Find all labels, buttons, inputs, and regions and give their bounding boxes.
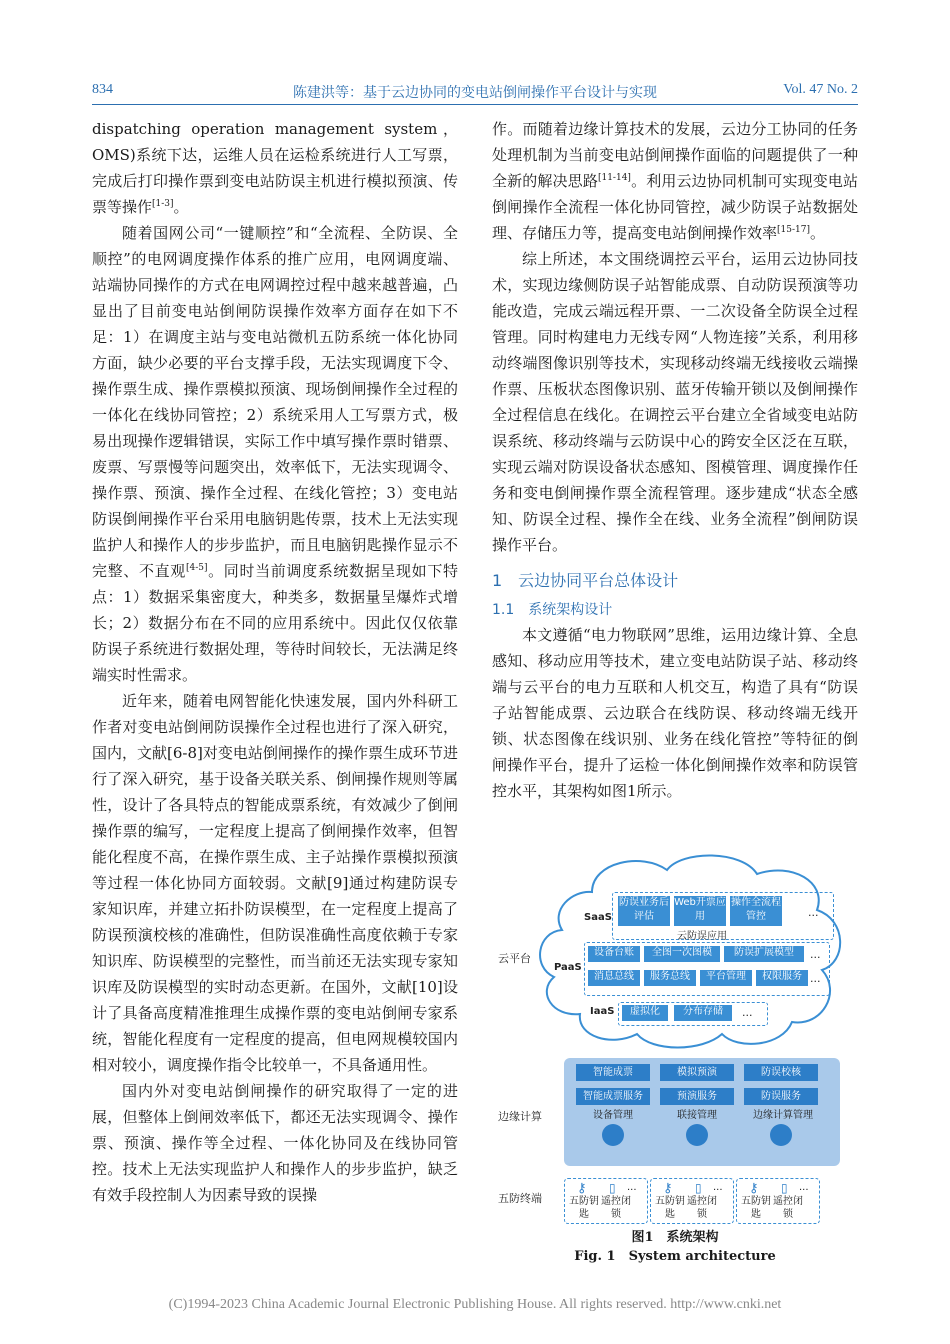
ellipsis: ... [627, 1182, 637, 1193]
copyright-footer: (C)1994-2023 China Academic Journal Electronic Publishing House. All rights reserved. http://www.cnki.net [168, 1297, 782, 1312]
iaas-box: 虚拟化 [622, 1005, 668, 1021]
iaas-label: IaaS [590, 1006, 615, 1017]
compute-icon [770, 1124, 792, 1146]
saas-box: 操作全流程管控 [730, 896, 782, 926]
architecture-figure [492, 852, 858, 1222]
link-icon [686, 1124, 708, 1146]
paas-box: 权限服务 [756, 970, 808, 986]
figure-caption-en: Fig. 1 System architecture [574, 1249, 776, 1264]
paragraph: 综上所述，本文围绕调控云平台，运用云边协同技术，实现边缘侧防误子站智能成票、自动防误预演等功能改造，完成云端远程开票、一二次设备全防误全过程管理。同时构建电力无线专网“人物连接”关系，利用移动终端图像识别等技术，实现移动终端无线接收云端操作票、压板状态图像识别、蓝牙传输开锁以及倒闸操作全过程信息在线化。在调控云平台建立全省域变电站防误系统、移动终端与云防误中心的跨安全区泛在互联，实现云端对防误设备状态感知、图模管理、调度操作任务和变电倒闸操作票全流程管理。逐步建成“状态全感知、防误全过程、操作全在线、业务全流程”倒闸防误操作平台。 [492, 250, 858, 554]
terminal-item: 遥控闭锁 [687, 1196, 717, 1220]
terminal-item: 五防钥匙 [741, 1196, 771, 1220]
ellipsis: ... [810, 948, 821, 961]
paas-box: 服务总线 [644, 970, 696, 986]
phone-icon: ▯ [781, 1181, 788, 1195]
edge-label: 联接管理 [677, 1110, 717, 1121]
page-number: 834 [92, 82, 113, 97]
ellipsis: ... [808, 906, 819, 919]
terminal-item: 遥控闭锁 [601, 1196, 631, 1220]
paas-label: PaaS [554, 962, 582, 973]
saas-caption: 云防误应用 [677, 931, 727, 942]
saas-box: 防误业务后评估 [618, 896, 670, 926]
section-heading: 1 云边协同平台总体设计 [492, 571, 679, 590]
paas-box: 消息总线 [588, 970, 640, 986]
subsection-heading: 1.1 系统架构设计 [492, 602, 613, 618]
paas-box: 设备台账 [588, 946, 640, 962]
key-icon: ⚷ [577, 1181, 587, 1196]
edge-box: 防误校核 [744, 1064, 818, 1081]
terminal-item: 遥控闭锁 [773, 1196, 803, 1220]
edge-box: 智能成票 [576, 1064, 650, 1081]
edge-box: 模拟预演 [660, 1064, 734, 1081]
iaas-box: 分布存储 [674, 1005, 732, 1021]
paragraph: 国内外对变电站倒闸操作的研究取得了一定的进展，但整体上倒闸效率低下，都还无法实现调令、操作票、预演、操作等全过程、一体化协同及在线协同管控。技术上无法实现监护人和操作人的步步监护，缺乏有效手段控制人为因素导致的误操 [92, 1082, 458, 1204]
paragraph: 作。而随着边缘计算技术的发展，云边分工协同的任务处理机制为当前变电站倒闸操作面临的问题提供了一种全新的解决思路[11-14]。利用云边协同机制可实现变电站倒闸操作全流程一体化协同管控，减少防误子站数据处理、存储压力等，提高变电站倒闸操作效率[15-17]。 [492, 120, 858, 242]
paragraph: dispatching operation management system，OMS)系统下达，运维人员在运检系统进行人工写票，完成后打印操作票到变电站防误主机进行模拟预演、传票等操作[1-3]。 [92, 120, 458, 216]
paas-box: 全图一次图模 [644, 946, 720, 962]
terminal-item: 五防钥匙 [655, 1196, 685, 1220]
terminal-item: 五防钥匙 [569, 1196, 599, 1220]
layer-label-cloud: 云平台 [498, 952, 531, 965]
layer-label-edge: 边缘计算 [498, 1110, 542, 1123]
device-icon [602, 1124, 624, 1146]
edge-box: 防误服务 [744, 1088, 818, 1105]
terminal-group [736, 1178, 820, 1224]
paragraph: 近年来，随着电网智能化快速发展，国内外科研工作者对变电站倒闸防误操作全过程也进行了深入研究，国内，文献[6-8]对变电站倒闸操作的操作票生成环节进行了深入研究，基于设备关联关系、倒闸操作规则等属性，设计了各具特点的智能成票系统，有效减少了倒闸操作票的编写，一定程度上提高了倒闸操作效率，但智能化程度不高，在操作票生成、主子站操作票模拟预演等过程一体化协同方面较弱。文献[9]通过构建防误专家知识库，并建立拓扑防误模型，在一定程度上提高了防误预演校核的准确性，但防误准确性高度依赖于专家知识库、防误模型的完整性，而当前还无法实现专家知识库及防误模型的实时动态更新。在国外，文献[10]设计了具备高度精准推理生成操作票的变电站倒闸专家系统，智能化程度有一定程度的提高，但电网规模较国内相对较小，调度操作指令比较单一，不具备通用性。 [92, 692, 458, 1074]
key-icon: ⚷ [749, 1181, 759, 1196]
phone-icon: ▯ [695, 1181, 702, 1195]
running-header [92, 82, 858, 104]
saas-box: Web开票应用 [674, 896, 726, 926]
left-column [92, 116, 458, 1208]
right-column [492, 116, 858, 804]
running-title: 陈建洪等：基于云边协同的变电站倒闸操作平台设计与实现 [293, 86, 657, 101]
edge-label: 边缘计算管理 [753, 1110, 813, 1121]
saas-label: SaaS [584, 912, 612, 923]
paragraph: 本文遵循“电力物联网”思维，运用边缘计算、全息感知、移动应用等技术，建立变电站防误子站、移动终端与云平台的电力互联和人机交互，构造了具有“防误子站智能成票、云边联合在线防误、移动终端无线开锁、状态图像在线识别、业务在线化管控”等特征的倒闸操作平台，提升了运检一体化倒闸操作效率和防误管控水平，其架构如图1所示。 [492, 626, 858, 800]
figure-caption-cn: 图1 系统架构 [631, 1230, 719, 1245]
volume-info: Vol. 47 No. 2 [783, 82, 858, 97]
key-icon: ⚷ [663, 1181, 673, 1196]
paragraph: 随着国网公司“一键顺控”和“全流程、全防误、全顺控”的电网调度操作体系的推广应用，电网调度端、站端协同操作的方式在电网调控过程中越来越普遍，凸显出了目前变电站倒闸防误操作效率方面存在如下不足：1）在调度主站与变电站微机五防系统一体化协同方面，缺少必要的平台支撑手段，无法实现调度下令、操作票生成、操作票模拟预演、现场倒闸操作全过程的一体化在线协同管控；2）系统采用人工写票方式，极易出现操作逻辑错误，实际工作中填写操作票时错票、废票、写票慢等问题突出，效率低下，无法实现调令、操作票、预演、操作全过程、在线化管控；3）变电站防误倒闸操作平台采用电脑钥匙传票，技术上无法实现监护人和操作人的步步监护，而且电脑钥匙操作显示不完整、不直观[4-5]。同时当前调度系统数据呈现如下特点：1）数据采集密度大，种类多，数据量呈爆炸式增长；2）数据分布在不同的应用系统中。因此仅仅依靠防误子系统进行数据处理，等待时间较长，无法满足终端实时性需求。 [92, 224, 458, 684]
header-rule [92, 104, 858, 105]
ellipsis: ... [713, 1182, 723, 1193]
paas-box: 平台管理 [700, 970, 752, 986]
edge-box: 智能成票服务 [576, 1088, 650, 1105]
edge-box: 预演服务 [660, 1088, 734, 1105]
ellipsis: ... [810, 972, 821, 985]
ellipsis: ... [799, 1182, 809, 1193]
paas-box: 防误扩展模型 [724, 946, 804, 962]
terminal-group [650, 1178, 734, 1224]
phone-icon: ▯ [609, 1181, 616, 1195]
edge-label: 设备管理 [593, 1110, 633, 1121]
ellipsis: ... [742, 1006, 753, 1019]
terminal-group [564, 1178, 648, 1224]
layer-label-terminal: 五防终端 [498, 1192, 542, 1205]
